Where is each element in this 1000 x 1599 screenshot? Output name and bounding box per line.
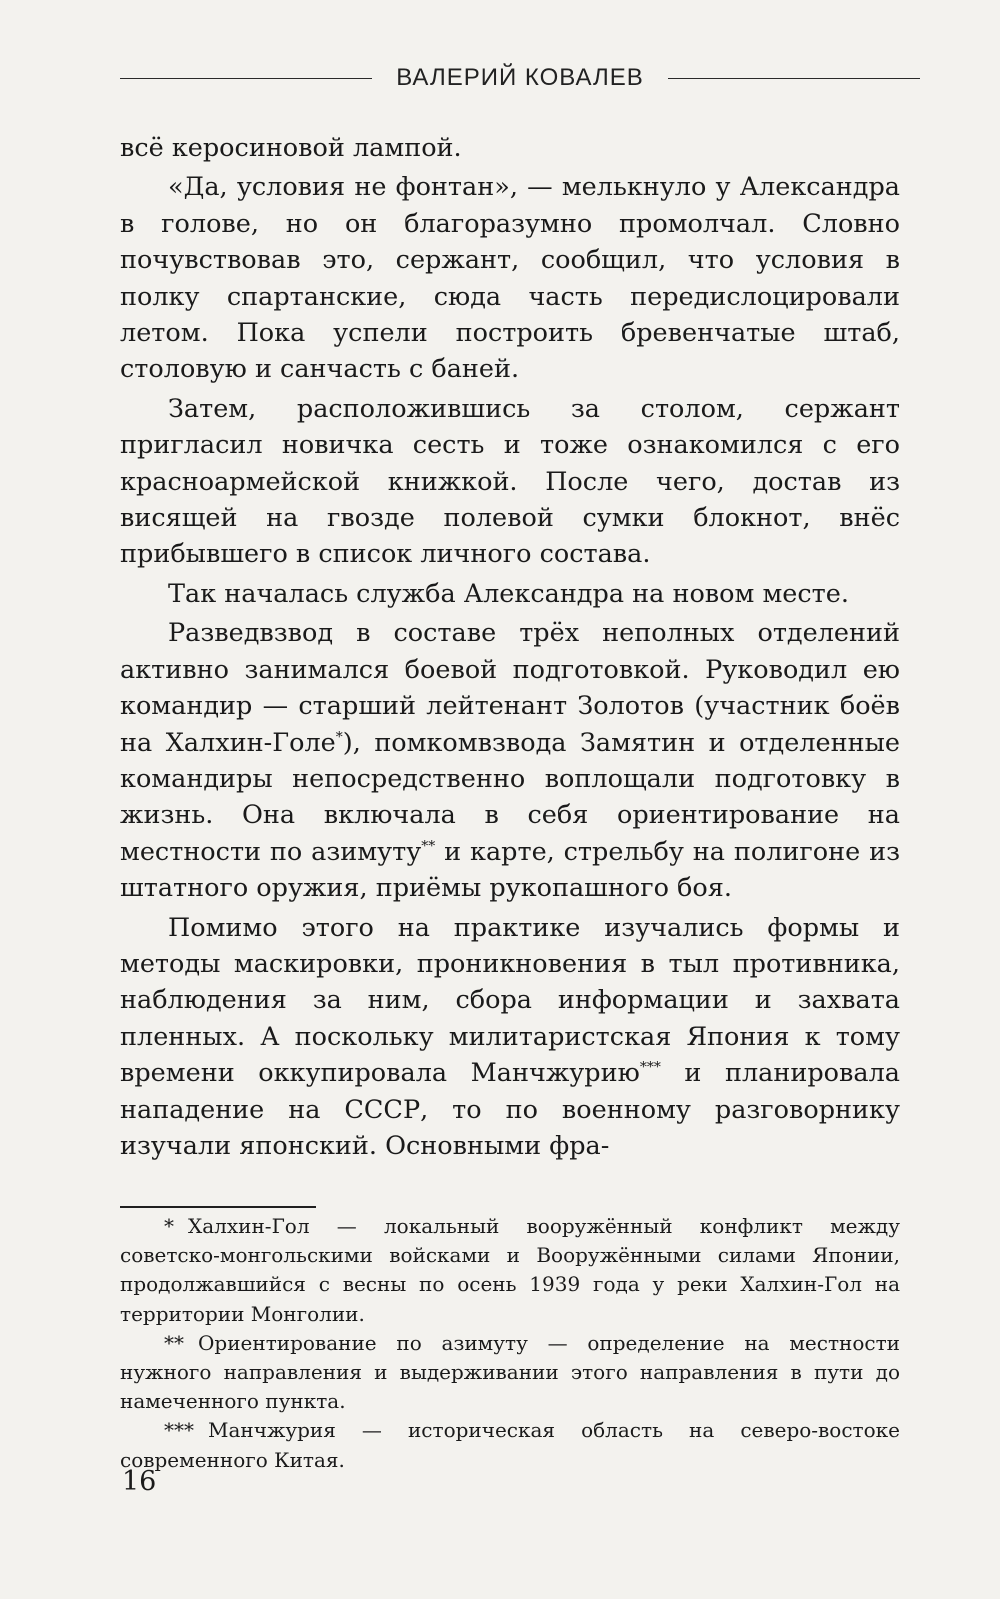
footnote-mark: * <box>164 1214 174 1238</box>
footnotes <box>120 1212 900 1475</box>
footnote-text: Ориентирование по азимуту — определение на местности нужного направления и выдерживании этого направления в пути до намеченного пункта. <box>120 1330 900 1414</box>
paragraph <box>120 910 900 1165</box>
paragraph: Так началась служба Александра на новом месте. <box>168 578 849 609</box>
paragraph <box>120 615 900 906</box>
main-text <box>120 130 900 1164</box>
footnote-text: Халхин-Гол — локальный вооружённый конфликт между советско-монгольскими войсками и Вооружёнными силами Японии, продолжавшийся с весны по осень 1939 года у реки Халхин-Гол на территории Монголии. <box>120 1214 900 1326</box>
paragraph-continuation: всё керосиновой лампой. <box>120 133 462 163</box>
header-rule-right <box>668 78 920 79</box>
running-header <box>120 56 920 100</box>
footnote-ref: ** <box>421 838 436 855</box>
text-run: и планировала нападение на СССР, то по военному разговорнику изучали японский. Основными фра- <box>120 1058 900 1161</box>
footnote-text: Манчжурия — историческая область на северо-востоке современного Китая. <box>120 1418 900 1472</box>
running-header-title: ВАЛЕРИЙ КОВАЛЕВ <box>396 64 644 91</box>
text-run: ), помкомвзвода Замятин и отделенные командиры непосредственно воплощали подготовку в жизнь. Она включала в себя ориентирование на местности по азимуту <box>120 727 901 867</box>
footnote-separator <box>120 1206 316 1208</box>
header-rule-left <box>120 78 372 79</box>
footnote <box>120 1329 900 1417</box>
footnote-ref: * <box>335 729 343 745</box>
paragraph: «Да, условия не фонтан», — мелькнуло у Александра в голове, но он благоразумно промолчал. Словно почувствовав это, сержант, сообщил, что условия в полку спартанские, сюда часть передислоцировали летом. Пока успели построить бревенчатые штаб, столовую и санчасть с баней. <box>120 172 900 385</box>
footnote-ref: *** <box>639 1059 661 1076</box>
footnote-mark: ** <box>164 1330 184 1355</box>
paragraph: Затем, расположившись за столом, сержант пригласил новичка сесть и тоже ознакомился с его красноармейской книжкой. После чего, достав из висящей на гвозде полевой сумки блокнот, внёс прибывшего в список личного состава. <box>120 393 900 570</box>
footnote <box>120 1416 900 1474</box>
text-run: Разведвзвод в составе трёх неполных отделений активно занимался боевой подготовкой. Руководил ею командир — старший лейтенант Золотов (участник боёв на Халхин-Голе <box>120 618 900 758</box>
text-run: Помимо этого на практике изучались формы и методы маскировки, проникновения в тыл противника, наблюдения за ним, сбора информации и захвата пленных. А поскольку милитаристская Япония к тому времени оккупировала Манчжурию <box>120 912 900 1089</box>
footnote-mark: *** <box>164 1418 194 1443</box>
page-number: 16 <box>122 1466 157 1497</box>
footnote <box>120 1212 900 1329</box>
text-run: и карте, стрельбу на полигоне из штатного оружия, приёмы рукопашного боя. <box>120 836 900 904</box>
